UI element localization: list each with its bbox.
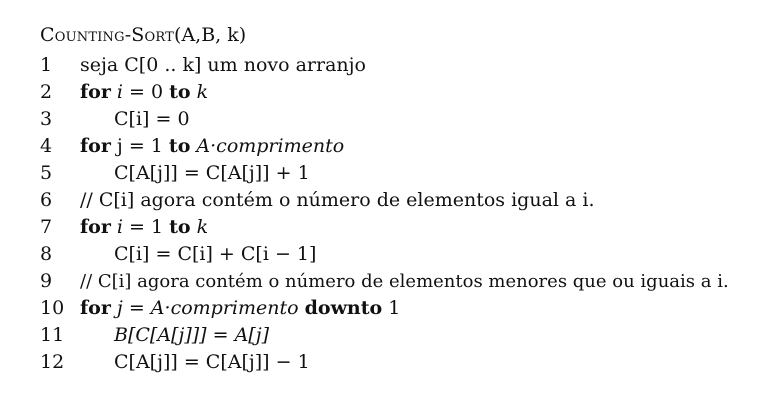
line-number: 2 — [40, 81, 53, 103]
loop-start: = 1 — [122, 216, 170, 238]
line-number: 6 — [40, 189, 53, 211]
loop-end: A·comprimento — [190, 135, 345, 157]
keyword-for: for — [80, 297, 111, 319]
loop-variable: j — [116, 297, 123, 319]
keyword-to: to — [169, 81, 191, 103]
line-text: C[i] = C[i] + C[i − 1] — [114, 243, 317, 265]
keyword-to: to — [169, 216, 191, 238]
loop-variable: i — [116, 216, 123, 238]
line-text — [80, 295, 400, 322]
line-number: 9 — [40, 270, 53, 292]
algorithm-params: (A,B, k) — [174, 24, 247, 46]
line-number: 5 — [40, 162, 53, 184]
line-text: C[A[j]] = C[A[j]] − 1 — [114, 351, 310, 373]
loop-end: k — [190, 81, 209, 103]
keyword-downto: downto — [304, 297, 383, 319]
comment-text: // C[i] agora contém o número de elementos menores que ou iguais a i. — [80, 271, 729, 292]
line-number: 1 — [40, 54, 53, 76]
line-text: C[A[j]] = C[A[j]] + 1 — [114, 162, 310, 184]
comment-text: // C[i] agora contém o número de elementos igual a i. — [80, 189, 595, 211]
line-text: C[i] = 0 — [114, 108, 190, 130]
algorithm-title — [40, 22, 246, 48]
line-number: 8 — [40, 243, 53, 265]
line-text — [80, 214, 208, 241]
loop-end: k — [190, 216, 209, 238]
line-number: 3 — [40, 108, 53, 130]
line-number: 7 — [40, 216, 53, 238]
loop-start: = 0 — [122, 81, 170, 103]
line-number: 4 — [40, 135, 53, 157]
line-number: 11 — [40, 324, 65, 346]
keyword-for: for — [80, 81, 111, 103]
line-number: 12 — [40, 351, 65, 373]
algorithm-name: Counting-Sort — [40, 24, 175, 46]
loop-variable: i — [116, 81, 123, 103]
loop-start: j = 1 — [110, 135, 169, 157]
keyword-for: for — [80, 135, 111, 157]
keyword-for: for — [80, 216, 111, 238]
loop-end: 1 — [382, 297, 401, 319]
line-text: seja C[0 .. k] um novo arranjo — [80, 54, 366, 76]
keyword-to: to — [168, 135, 191, 157]
line-text — [80, 133, 344, 160]
line-text: B[C[A[j]]] = A[j] — [114, 324, 270, 346]
loop-start: = A·comprimento — [122, 297, 305, 319]
line-number: 10 — [40, 297, 65, 319]
line-text — [80, 79, 208, 106]
